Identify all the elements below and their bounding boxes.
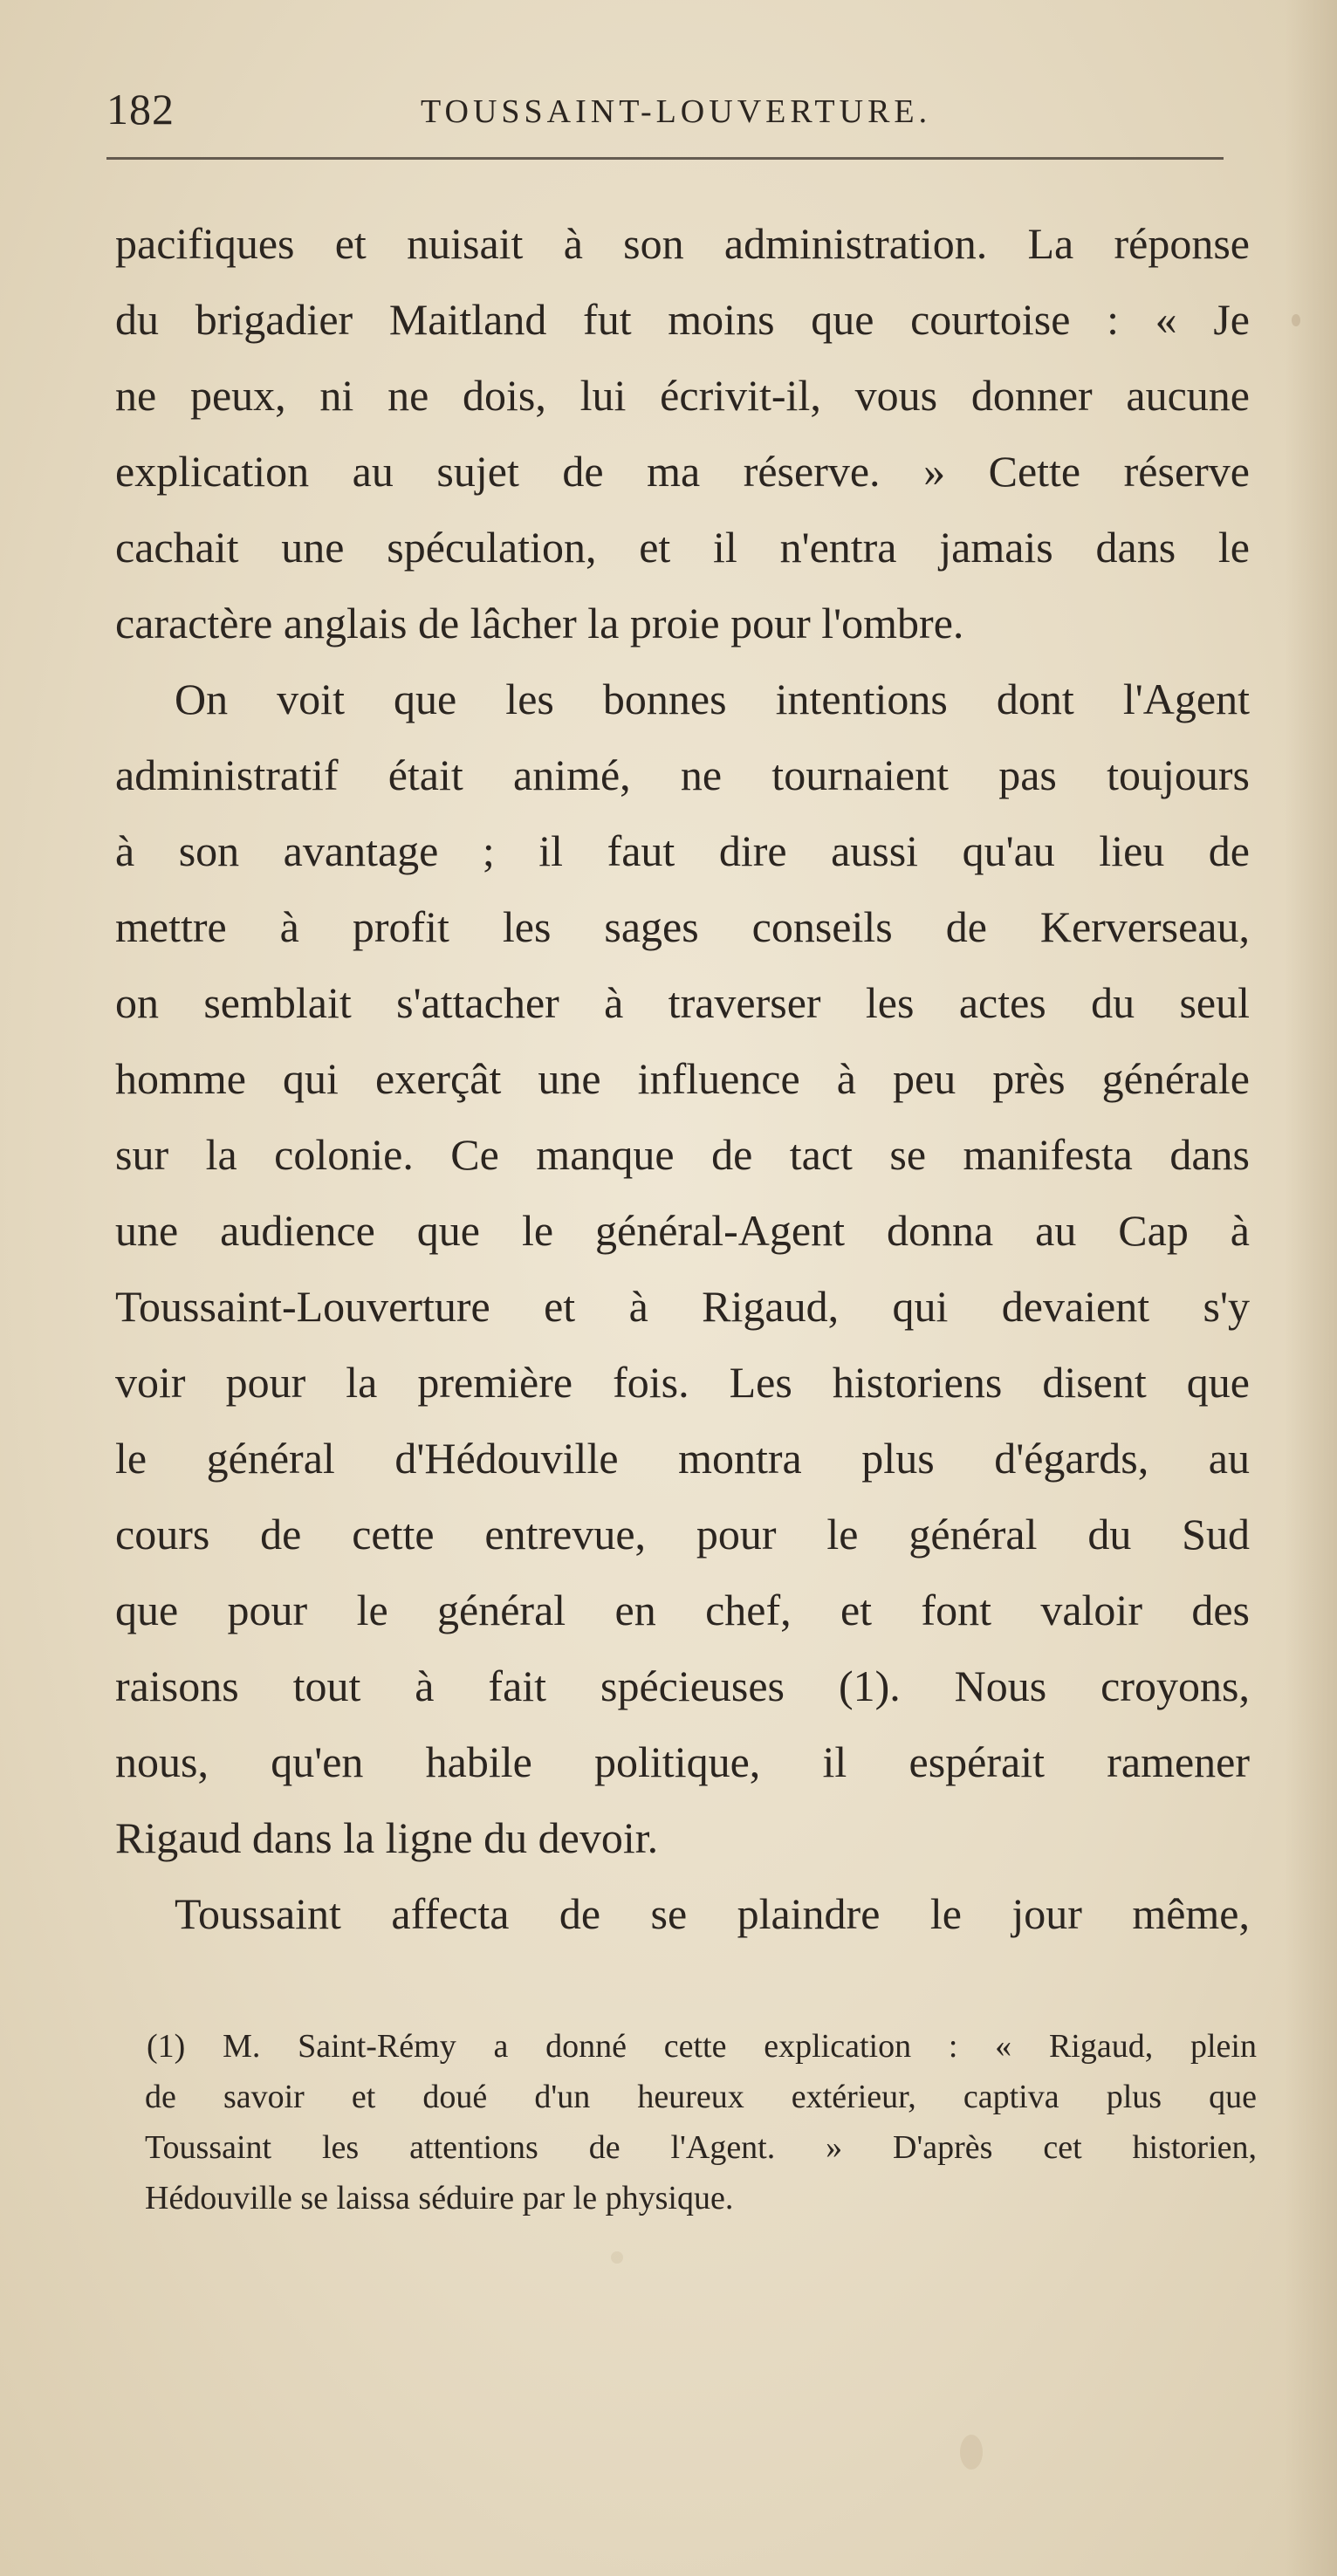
text-line: Rigaud dans la ligne du devoir. [115, 1813, 659, 1862]
text-line: on semblait s'attacher à traverser les actes du seul [115, 978, 1250, 1027]
footnote [147, 2021, 1257, 2223]
footnote-line: Toussaint les attentions de l'Agent. » D'après cet historien, [145, 2129, 1257, 2166]
text-line: voir pour la première fois. Les historiens disent que [115, 1358, 1250, 1407]
paper-stain [1292, 314, 1300, 326]
text-line: administratif était animé, ne tournaient pas toujours [115, 750, 1250, 799]
page-number: 182 [106, 85, 175, 134]
paper-stain [960, 2435, 983, 2470]
text-line: pacifiques et nuisait à son administration. La réponse [115, 219, 1250, 268]
text-line: du brigadier Maitland fut moins que courtoise : « Je [115, 295, 1250, 344]
paper-stain [611, 2251, 623, 2264]
text-line: caractère anglais de lâcher la proie pour l'ombre. [115, 599, 964, 647]
text-line: ne peux, ni ne dois, lui écrivit-il, vous donner aucune [115, 371, 1250, 420]
text-line: explication au sujet de ma réserve. » Cette réserve [115, 447, 1250, 496]
page-edge-shadow [1285, 0, 1337, 2576]
text-line: sur la colonie. Ce manque de tact se manifesta dans [115, 1130, 1250, 1179]
text-line: nous, qu'en habile politique, il espérait ramener [115, 1737, 1250, 1786]
footnote-line: Hédouville se laissa séduire par le physique. [145, 2180, 734, 2216]
header-rule [106, 157, 1224, 160]
text-line: homme qui exerçât une influence à peu près générale [115, 1054, 1250, 1103]
running-title: TOUSSAINT-LOUVERTURE. [421, 93, 932, 130]
text-line: cours de cette entrevue, pour le général du Sud [115, 1510, 1250, 1559]
text-line: mettre à profit les sages conseils de Kerverseau, [115, 902, 1250, 951]
page-header [106, 79, 1232, 140]
text-line: que pour le général en chef, et font valoir des [115, 1586, 1250, 1634]
text-line: On voit que les bonnes intentions dont l'Agent [175, 675, 1250, 723]
footnote-line: de savoir et doué d'un heureux extérieur, captiva plus que [145, 2079, 1257, 2115]
text-line: Toussaint affecta de se plaindre le jour même, [175, 1889, 1250, 1938]
text-line: une audience que le général-Agent donna au Cap à [115, 1206, 1250, 1255]
text-line: à son avantage ; il faut dire aussi qu'au lieu de [115, 826, 1250, 875]
text-line: raisons tout à fait spécieuses (1). Nous croyons, [115, 1661, 1250, 1710]
main-text [115, 206, 1250, 1952]
text-line: le général d'Hédouville montra plus d'égards, au [115, 1434, 1250, 1483]
footnote-line: (1) M. Saint-Rémy a donné cette explication : « Rigaud, plein [147, 2028, 1257, 2065]
text-line: Toussaint-Louverture et à Rigaud, qui devaient s'y [115, 1282, 1250, 1331]
text-line: cachait une spéculation, et il n'entra jamais dans le [115, 523, 1250, 572]
